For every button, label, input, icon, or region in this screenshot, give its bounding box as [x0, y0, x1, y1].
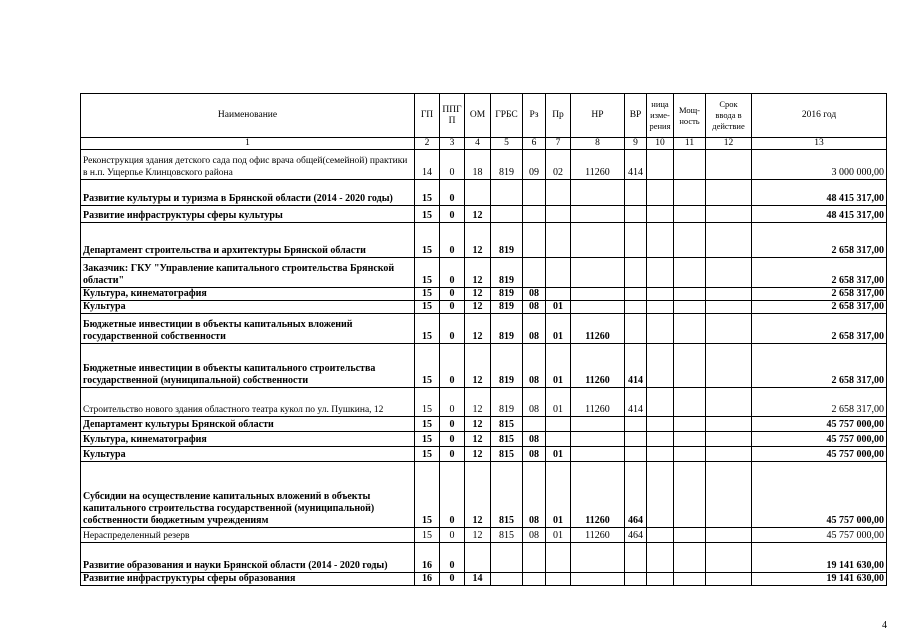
row-om: 12 [465, 288, 491, 301]
row-om [465, 180, 491, 206]
row-rz: 09 [523, 150, 546, 180]
row-ppgp: 0 [440, 573, 465, 586]
row-amount: 2 658 317,00 [752, 301, 887, 314]
row-pr [546, 432, 571, 447]
row-unit [647, 432, 674, 447]
row-rz [523, 223, 546, 258]
row-power [674, 258, 706, 288]
row-power [674, 388, 706, 417]
row-rz [523, 543, 546, 573]
col-number: 5 [491, 138, 523, 150]
row-nr [571, 573, 625, 586]
row-term [706, 344, 752, 388]
row-unit [647, 447, 674, 462]
row-amount: 45 757 000,00 [752, 432, 887, 447]
row-grbs: 819 [491, 301, 523, 314]
row-amount: 48 415 317,00 [752, 180, 887, 206]
row-nr [571, 543, 625, 573]
row-pr [546, 223, 571, 258]
row-gp: 14 [415, 150, 440, 180]
col-number: 6 [523, 138, 546, 150]
row-grbs: 819 [491, 344, 523, 388]
row-pr [546, 288, 571, 301]
header-nr: НР [571, 94, 625, 138]
row-power [674, 301, 706, 314]
row-rz [523, 417, 546, 432]
row-vr [625, 206, 647, 223]
row-rz: 08 [523, 344, 546, 388]
row-name: Субсидии на осуществление капитальных вложений в объекты капитального строительства государственной (муниципальной) собственности бюджетным учреждениям [81, 462, 415, 528]
row-vr [625, 447, 647, 462]
row-pr: 01 [546, 344, 571, 388]
row-nr [571, 223, 625, 258]
row-term [706, 301, 752, 314]
row-power [674, 223, 706, 258]
row-rz: 08 [523, 301, 546, 314]
row-ppgp: 0 [440, 344, 465, 388]
row-power [674, 206, 706, 223]
row-grbs [491, 573, 523, 586]
row-unit [647, 301, 674, 314]
row-name: Развитие образования и науки Брянской области (2014 - 2020 годы) [81, 543, 415, 573]
row-om: 12 [465, 223, 491, 258]
row-vr [625, 258, 647, 288]
row-vr [625, 223, 647, 258]
row-grbs: 819 [491, 288, 523, 301]
row-gp: 15 [415, 301, 440, 314]
row-nr: 11260 [571, 344, 625, 388]
col-number: 8 [571, 138, 625, 150]
row-om: 12 [465, 301, 491, 314]
header-gp: ГП [415, 94, 440, 138]
row-rz: 08 [523, 432, 546, 447]
table-row [81, 432, 887, 447]
row-om: 12 [465, 388, 491, 417]
row-grbs [491, 543, 523, 573]
row-gp: 15 [415, 432, 440, 447]
row-unit [647, 573, 674, 586]
row-om: 12 [465, 462, 491, 528]
row-grbs: 819 [491, 258, 523, 288]
row-nr [571, 206, 625, 223]
row-term [706, 432, 752, 447]
row-nr: 11260 [571, 314, 625, 344]
row-term [706, 528, 752, 543]
row-pr [546, 573, 571, 586]
row-gp: 15 [415, 258, 440, 288]
row-nr [571, 432, 625, 447]
col-number: 1 [81, 138, 415, 150]
row-term [706, 180, 752, 206]
row-pr: 01 [546, 462, 571, 528]
budget-table [80, 93, 887, 586]
row-power [674, 447, 706, 462]
row-term [706, 314, 752, 344]
row-amount: 2 658 317,00 [752, 314, 887, 344]
row-unit [647, 388, 674, 417]
row-term [706, 206, 752, 223]
row-ppgp: 0 [440, 314, 465, 344]
row-gp: 15 [415, 180, 440, 206]
row-om [465, 543, 491, 573]
row-rz: 08 [523, 314, 546, 344]
col-number: 7 [546, 138, 571, 150]
row-ppgp: 0 [440, 288, 465, 301]
row-om: 12 [465, 528, 491, 543]
col-number: 2 [415, 138, 440, 150]
row-ppgp: 0 [440, 150, 465, 180]
row-om: 12 [465, 258, 491, 288]
table-row [81, 388, 887, 417]
row-term [706, 573, 752, 586]
row-pr [546, 543, 571, 573]
row-om: 12 [465, 314, 491, 344]
row-term [706, 417, 752, 432]
row-grbs [491, 206, 523, 223]
row-pr [546, 180, 571, 206]
row-om: 12 [465, 206, 491, 223]
col-number: 12 [706, 138, 752, 150]
row-amount: 19 141 630,00 [752, 573, 887, 586]
row-power [674, 432, 706, 447]
row-name: Развитие культуры и туризма в Брянской области (2014 - 2020 годы) [81, 180, 415, 206]
row-nr [571, 301, 625, 314]
row-pr: 01 [546, 388, 571, 417]
row-nr [571, 258, 625, 288]
row-gp: 15 [415, 206, 440, 223]
row-term [706, 258, 752, 288]
row-gp: 15 [415, 417, 440, 432]
row-vr: 464 [625, 462, 647, 528]
row-grbs: 815 [491, 447, 523, 462]
col-number: 10 [647, 138, 674, 150]
col-number: 13 [752, 138, 887, 150]
row-grbs: 815 [491, 432, 523, 447]
row-term [706, 543, 752, 573]
row-term [706, 150, 752, 180]
col-number: 11 [674, 138, 706, 150]
row-grbs: 815 [491, 528, 523, 543]
row-pr: 01 [546, 447, 571, 462]
row-vr [625, 417, 647, 432]
page-number: 4 [882, 620, 887, 631]
row-vr: 414 [625, 388, 647, 417]
row-ppgp: 0 [440, 301, 465, 314]
row-rz: 08 [523, 447, 546, 462]
row-ppgp: 0 [440, 417, 465, 432]
row-term [706, 462, 752, 528]
table-row [81, 447, 887, 462]
row-name: Развитие инфраструктуры сферы образования [81, 573, 415, 586]
row-power [674, 462, 706, 528]
row-pr: 01 [546, 528, 571, 543]
row-pr: 01 [546, 301, 571, 314]
row-amount: 45 757 000,00 [752, 462, 887, 528]
row-unit [647, 314, 674, 344]
row-rz [523, 180, 546, 206]
row-amount: 3 000 000,00 [752, 150, 887, 180]
table-row [81, 417, 887, 432]
row-grbs: 819 [491, 150, 523, 180]
row-om: 12 [465, 432, 491, 447]
table-row [81, 150, 887, 180]
row-grbs: 819 [491, 388, 523, 417]
row-vr [625, 180, 647, 206]
row-rz [523, 206, 546, 223]
row-gp: 15 [415, 388, 440, 417]
header-om: ОМ [465, 94, 491, 138]
row-vr [625, 573, 647, 586]
row-amount: 2 658 317,00 [752, 288, 887, 301]
row-name: Культура [81, 301, 415, 314]
row-gp: 16 [415, 573, 440, 586]
row-grbs: 815 [491, 462, 523, 528]
row-pr [546, 258, 571, 288]
row-pr: 02 [546, 150, 571, 180]
table-row [81, 180, 887, 206]
row-gp: 15 [415, 528, 440, 543]
row-power [674, 344, 706, 388]
row-gp: 15 [415, 314, 440, 344]
row-om: 18 [465, 150, 491, 180]
row-ppgp: 0 [440, 180, 465, 206]
row-ppgp: 0 [440, 462, 465, 528]
row-amount: 48 415 317,00 [752, 206, 887, 223]
row-power [674, 288, 706, 301]
row-ppgp: 0 [440, 432, 465, 447]
row-name: Бюджетные инвестиции в объекты капитального строительства государственной (муниципальной) собственности [81, 344, 415, 388]
row-grbs: 819 [491, 314, 523, 344]
row-vr [625, 301, 647, 314]
header-row [81, 94, 887, 138]
row-ppgp: 0 [440, 447, 465, 462]
row-name: Культура, кинематография [81, 288, 415, 301]
row-vr [625, 288, 647, 301]
row-unit [647, 206, 674, 223]
row-unit [647, 150, 674, 180]
row-gp: 16 [415, 543, 440, 573]
row-gp: 15 [415, 344, 440, 388]
row-rz: 08 [523, 388, 546, 417]
row-ppgp: 0 [440, 223, 465, 258]
row-pr: 01 [546, 314, 571, 344]
row-ppgp: 0 [440, 528, 465, 543]
table-row [81, 206, 887, 223]
row-amount: 45 757 000,00 [752, 528, 887, 543]
row-unit [647, 417, 674, 432]
row-pr [546, 417, 571, 432]
col-number: 4 [465, 138, 491, 150]
row-om: 14 [465, 573, 491, 586]
row-unit [647, 543, 674, 573]
column-numbers-row [81, 138, 887, 150]
row-gp: 15 [415, 462, 440, 528]
table-row [81, 258, 887, 288]
row-name: Культура [81, 447, 415, 462]
row-rz [523, 258, 546, 288]
row-om: 12 [465, 344, 491, 388]
row-name: Культура, кинематография [81, 432, 415, 447]
row-name: Строительство нового здания областного театра кукол по ул. Пушкина, 12 [81, 388, 415, 417]
row-grbs: 815 [491, 417, 523, 432]
row-power [674, 528, 706, 543]
header-year: 2016 год [752, 94, 887, 138]
row-ppgp: 0 [440, 388, 465, 417]
col-number: 3 [440, 138, 465, 150]
row-grbs: 819 [491, 223, 523, 258]
row-amount: 2 658 317,00 [752, 258, 887, 288]
row-name: Развитие инфраструктуры сферы культуры [81, 206, 415, 223]
row-nr [571, 447, 625, 462]
row-nr [571, 180, 625, 206]
row-power [674, 180, 706, 206]
row-vr: 464 [625, 528, 647, 543]
row-power [674, 417, 706, 432]
table-row [81, 528, 887, 543]
row-rz [523, 573, 546, 586]
table-row [81, 223, 887, 258]
row-amount: 2 658 317,00 [752, 388, 887, 417]
row-amount: 45 757 000,00 [752, 417, 887, 432]
row-unit [647, 180, 674, 206]
row-term [706, 223, 752, 258]
row-gp: 15 [415, 447, 440, 462]
row-unit [647, 288, 674, 301]
row-amount: 19 141 630,00 [752, 543, 887, 573]
row-ppgp: 0 [440, 543, 465, 573]
row-unit [647, 223, 674, 258]
row-unit [647, 462, 674, 528]
row-unit [647, 528, 674, 543]
row-amount: 45 757 000,00 [752, 447, 887, 462]
header-unit: ница изме- рения [647, 94, 674, 138]
row-term [706, 288, 752, 301]
row-name: Нераспределенный резерв [81, 528, 415, 543]
row-vr: 414 [625, 344, 647, 388]
table-row [81, 573, 887, 586]
row-om: 12 [465, 447, 491, 462]
table-row [81, 462, 887, 528]
row-name: Реконструкция здания детского сада под офис врача общей(семейной) практики в н.п. Ущерпье Клинцовского района [81, 150, 415, 180]
row-nr: 11260 [571, 388, 625, 417]
row-name: Заказчик: ГКУ "Управление капитального строительства Брянской области" [81, 258, 415, 288]
row-vr [625, 432, 647, 447]
table-row [81, 288, 887, 301]
row-ppgp: 0 [440, 258, 465, 288]
row-gp: 15 [415, 223, 440, 258]
table-row [81, 344, 887, 388]
row-grbs [491, 180, 523, 206]
table-row [81, 301, 887, 314]
row-name: Департамент строительства и архитектуры Брянской области [81, 223, 415, 258]
row-name: Бюджетные инвестиции в объекты капитальных вложений государственной собственности [81, 314, 415, 344]
row-term [706, 388, 752, 417]
row-amount: 2 658 317,00 [752, 344, 887, 388]
row-power [674, 543, 706, 573]
row-pr [546, 206, 571, 223]
row-vr [625, 314, 647, 344]
header-ppgp: ППГ П [440, 94, 465, 138]
row-nr: 11260 [571, 528, 625, 543]
header-pr: Пр [546, 94, 571, 138]
row-power [674, 150, 706, 180]
row-amount: 2 658 317,00 [752, 223, 887, 258]
table-row [81, 314, 887, 344]
row-om: 12 [465, 417, 491, 432]
row-term [706, 447, 752, 462]
row-nr [571, 417, 625, 432]
row-unit [647, 344, 674, 388]
row-power [674, 573, 706, 586]
row-vr: 414 [625, 150, 647, 180]
table-row [81, 543, 887, 573]
row-name: Департамент культуры Брянской области [81, 417, 415, 432]
row-power [674, 314, 706, 344]
row-nr: 11260 [571, 462, 625, 528]
row-ppgp: 0 [440, 206, 465, 223]
header-name: Наименование [81, 94, 415, 138]
row-rz: 08 [523, 462, 546, 528]
row-rz: 08 [523, 288, 546, 301]
col-number: 9 [625, 138, 647, 150]
row-unit [647, 258, 674, 288]
row-vr [625, 543, 647, 573]
header-grbs: ГРБС [491, 94, 523, 138]
row-rz: 08 [523, 528, 546, 543]
row-nr [571, 288, 625, 301]
row-gp: 15 [415, 288, 440, 301]
header-power: Мощ- ность [674, 94, 706, 138]
header-term: Срок ввода в действие [706, 94, 752, 138]
header-rz: Рз [523, 94, 546, 138]
header-vr: ВР [625, 94, 647, 138]
row-nr: 11260 [571, 150, 625, 180]
